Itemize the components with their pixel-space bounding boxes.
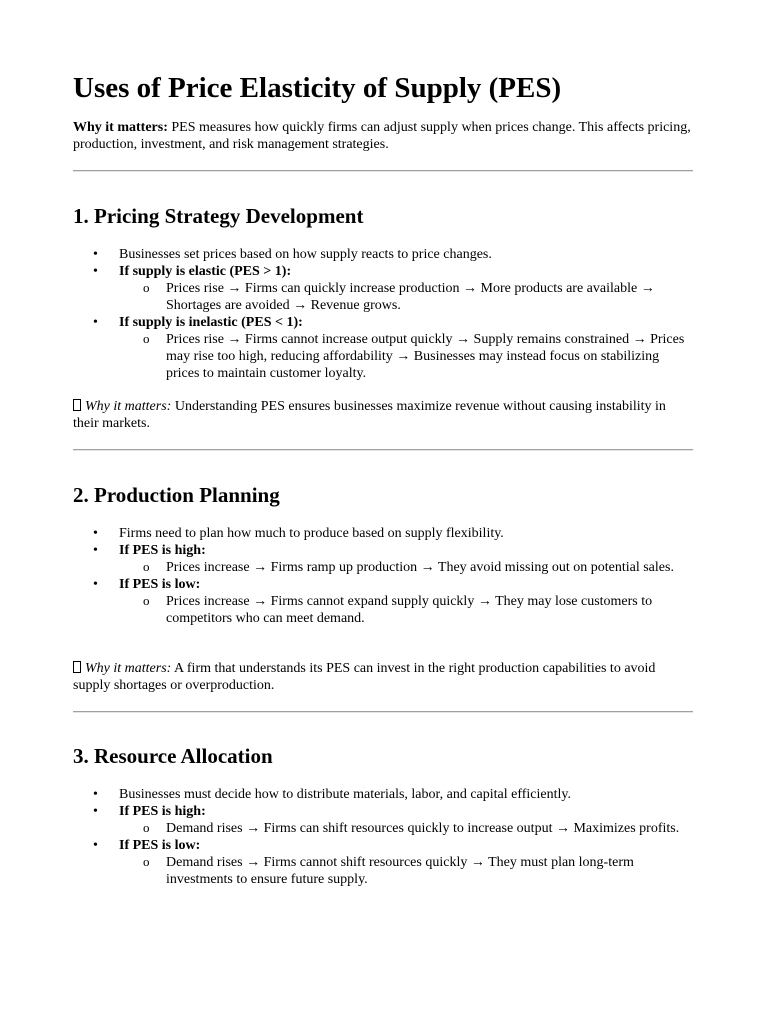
missing-glyph-icon — [73, 399, 81, 411]
divider — [73, 449, 693, 451]
divider — [73, 170, 693, 172]
list-item — [73, 786, 695, 803]
why-text: A firm that understands its PES can invest in the right production capabilities to avoid supply shortages or overproduction. — [73, 661, 656, 693]
why-paragraph — [73, 660, 695, 694]
section-list-production — [73, 525, 695, 627]
sub-list-item: o Prices increase → Firms cannot expand supply quickly → They may lose customers to competitors who can meet demand. — [119, 593, 695, 627]
why-paragraph — [73, 398, 695, 432]
intro-text: PES measures how quickly firms can adjust supply when prices change. This affects pricing, production, investment, and risk management strategies. — [73, 120, 691, 152]
section-heading-resource: 3. Resource Allocation — [73, 744, 273, 768]
sub-list-item: o Demand rises → Firms cannot shift resources quickly → They must plan long-term investments to ensure future supply. — [119, 854, 695, 888]
list-item — [73, 525, 695, 542]
sub-list — [119, 280, 695, 314]
list-item — [73, 246, 695, 263]
section-list-pricing — [73, 246, 695, 382]
list-item — [73, 263, 695, 314]
why-label: Why it matters: — [85, 661, 172, 676]
sub-list — [119, 820, 695, 837]
list-item — [73, 576, 695, 627]
page-title: Uses of Price Elasticity of Supply (PES) — [73, 72, 562, 104]
list-item — [73, 803, 695, 837]
sub-list — [119, 331, 695, 382]
list-item — [73, 837, 695, 888]
list-item-text: Businesses set prices based on how supply reacts to price changes. — [119, 247, 492, 262]
why-text: Understanding PES ensures businesses maximize revenue without causing instability in their markets. — [73, 399, 666, 431]
sub-list-item: o Prices increase → Firms ramp up production → They avoid missing out on potential sales. — [119, 559, 695, 576]
intro-label: Why it matters: — [73, 120, 168, 135]
missing-glyph-icon — [73, 661, 81, 673]
sub-list-item: o Prices rise → Firms can quickly increase production → More products are available → Shortages are avoided → Revenue grows. — [119, 280, 695, 314]
section-list-resource — [73, 786, 695, 888]
case-label: If PES is low: — [119, 577, 201, 592]
list-item-text: Businesses must decide how to distribute materials, labor, and capital efficiently. — [119, 787, 571, 802]
sub-list — [119, 854, 695, 888]
list-item — [73, 542, 695, 576]
case-label: If supply is inelastic (PES < 1): — [119, 315, 303, 330]
list-item-text: Firms need to plan how much to produce based on supply flexibility. — [119, 526, 504, 541]
sub-list — [119, 593, 695, 627]
why-label: Why it matters: — [85, 399, 172, 414]
case-label: If PES is high: — [119, 543, 206, 558]
case-label: If PES is high: — [119, 804, 206, 819]
section-heading-production: 2. Production Planning — [73, 483, 280, 507]
list-item — [73, 314, 695, 382]
divider — [73, 711, 693, 713]
section-heading-pricing: 1. Pricing Strategy Development — [73, 204, 364, 228]
case-label: If PES is low: — [119, 838, 201, 853]
sub-list-item: o Prices rise → Firms cannot increase output quickly → Supply remains constrained → Prices may rise too high, reducing affordability → Businesses may instead focus on stabilizing prices to maintain customer loyalty. — [119, 331, 695, 382]
case-label: If supply is elastic (PES > 1): — [119, 264, 292, 279]
sub-list — [119, 559, 695, 576]
intro-paragraph — [73, 119, 695, 153]
sub-list-item: o Demand rises → Firms can shift resources quickly to increase output → Maximizes profits. — [119, 820, 695, 837]
